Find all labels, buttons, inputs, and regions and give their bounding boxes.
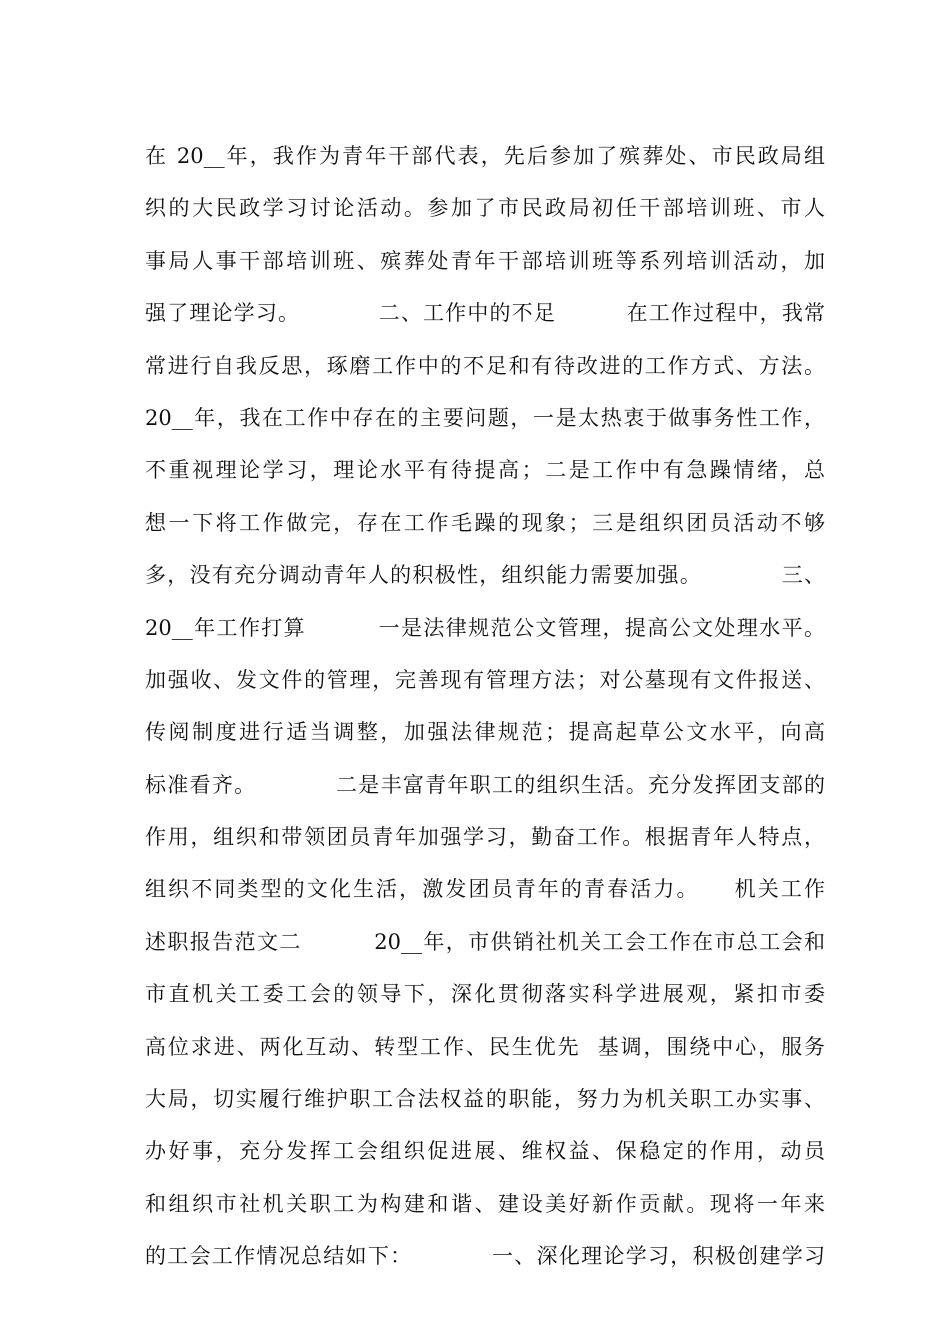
text-line: 想一下将工作做完，存在工作毛躁的现象；三是组织团员活动不够 — [145, 510, 825, 535]
text-line: 办好事，充分发挥工会组织促进展、维权益、保稳定的作用，动员 — [145, 1139, 825, 1164]
text-line: 强了理论学习。 二、工作中的不足 在工作过程中，我常 — [145, 301, 825, 326]
text-line: 高位求进、两化互动、转型工作、民生优先 基调，围绕中心，服务 — [145, 1034, 825, 1059]
text-line: 事局人事干部培训班、殡葬处青年干部培训班等系列培训活动，加 — [145, 248, 825, 273]
text-line: 织的大民政学习讨论活动。参加了市民政局初任干部培训班、市人 — [145, 196, 825, 221]
text-line: 常进行自我反思，琢磨工作中的不足和有待改进的工作方式、方法。 — [145, 353, 825, 378]
text-line: 的工会工作情况总结如下： 一、深化理论学习，积极创建学习 — [145, 1244, 825, 1269]
text-line: 和组织市社机关职工为构建和谐、建设美好新作贡献。现将一年来 — [145, 1191, 825, 1216]
text-line: 20__年，我在工作中存在的主要问题，一是太热衷于做事务性工作， — [145, 405, 825, 430]
text-line: 多，没有充分调动青年人的积极性，组织能力需要加强。 三、 — [145, 563, 825, 588]
text-line: 加强收、发文件的管理，完善现有管理方法；对公墓现有文件报送、 — [145, 667, 825, 692]
text-line: 述职报告范文二 20__年，市供销社机关工会工作在市总工会和 — [145, 929, 825, 954]
text-line: 组织不同类型的文化生活，激发团员青年的青春活力。 机关工作 — [145, 877, 825, 902]
text-line: 传阅制度进行适当调整，加强法律规范；提高起草公文水平，向高 — [145, 720, 825, 745]
body-text — [145, 130, 825, 1283]
text-line: 市直机关工委工会的领导下，深化贯彻落实科学进展观，紧扣市委 — [145, 982, 825, 1007]
text-line: 标准看齐。 二是丰富青年职工的组织生活。充分发挥团支部的 — [145, 772, 825, 797]
text-line: 在 20__年，我作为青年干部代表，先后参加了殡葬处、市民政局组 — [145, 144, 825, 168]
text-line: 大局，切实履行维护职工合法权益的职能，努力为机关职工办实事、 — [145, 1087, 825, 1112]
text-line: 20__年工作打算 一是法律规范公文管理，提高公文处理水平。 — [145, 615, 825, 640]
text-line: 作用，组织和带领团员青年加强学习，勤奋工作。根据青年人特点， — [145, 825, 825, 850]
text-line: 不重视理论学习，理论水平有待提高；二是工作中有急躁情绪，总 — [145, 458, 825, 483]
